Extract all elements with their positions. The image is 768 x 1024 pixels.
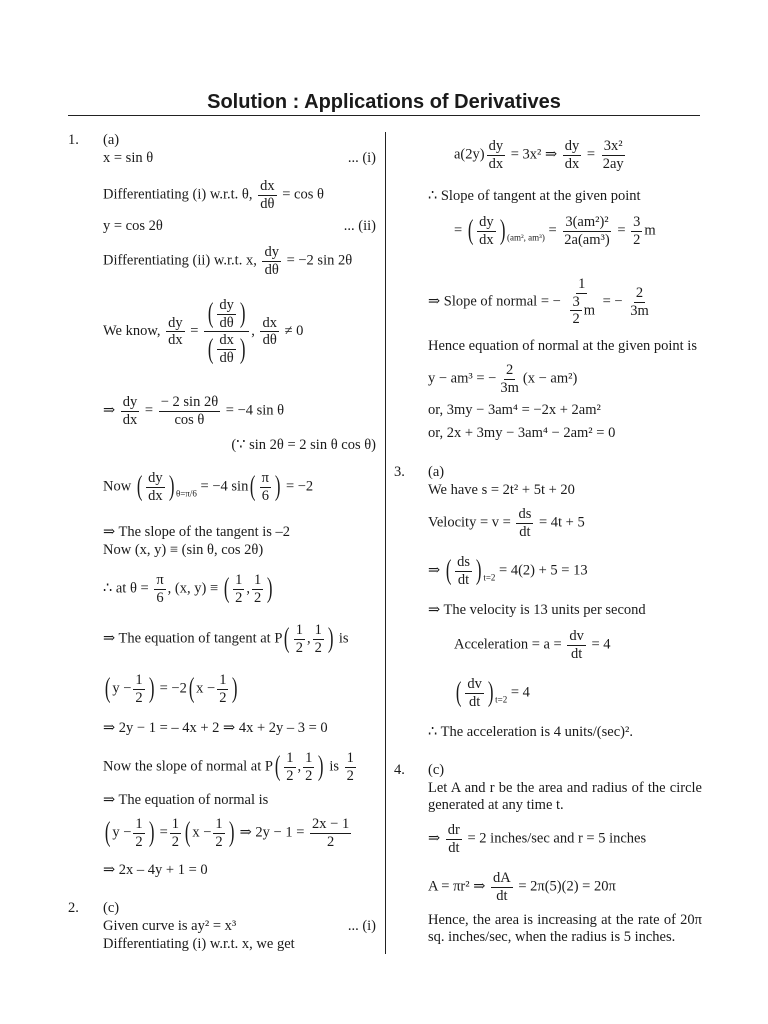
term: = 4(2) + 5 = 13: [499, 562, 588, 579]
q2-line-curve: [103, 918, 376, 935]
term: = −2: [159, 680, 187, 697]
term: =: [159, 824, 168, 841]
q1-tag-i: ... (i): [347, 150, 376, 166]
q1-line-diff-i: [103, 178, 324, 212]
q1-slope-tangent: ⇒ The slope of the tangent is –2: [103, 524, 291, 540]
q1-line-tangent-form: ( y − $\frac{1}{2}$ ) = −2( x − $\frac{1}{2}$ ): [104, 672, 238, 706]
frac-den: 2a(am³): [564, 231, 610, 248]
frac-num: 2x − 1: [312, 816, 350, 832]
q3-line-velocity: Velocity = v = $\frac{ds}{dt}$ = 4t + 5: [428, 506, 585, 540]
q1-at-text: ∴ at θ =: [103, 580, 149, 597]
q1-normal-text: Now the slope of normal at P: [103, 758, 273, 775]
q1-line-now: Now ( $\frac{dy}{dx}$ ) $_{\theta=\pi/6}$ = −4 sin( $\frac{\pi}{6}$ ) = −2: [103, 470, 314, 504]
term: m: [644, 222, 656, 239]
q4-line-drdt: ⇒ $\frac{dr}{dt}$ = 2 inches/sec and r = 5 inches: [428, 822, 647, 856]
q1-eval-sub: θ=π/6: [175, 488, 197, 499]
q2-rhs: = 3x² ⇒: [510, 146, 558, 163]
q1-diff-ii-result: = −2 sin 2θ: [286, 252, 353, 269]
q2-answer: (c): [103, 900, 120, 916]
title-rule: [68, 115, 700, 116]
frac-num: 3x²: [603, 138, 623, 154]
q1-xy: Now (x, y) ≡ (sin θ, cos 2θ): [103, 542, 264, 558]
q1-y-eq: y = cos 2θ: [103, 218, 163, 234]
q2-form-1: or, 3my − 3am⁴ = −2x + 2am²: [428, 402, 601, 418]
frac-compound: ( $\frac{dy}{d\theta}$ ) ( $\frac{dx}{d\theta}$ ): [204, 297, 249, 367]
q4-answer: (c): [428, 762, 445, 778]
q1-ratio: [159, 394, 220, 428]
term: = 4t + 5: [538, 514, 585, 531]
q2-line-slope-eval: = ( $\frac{dy}{dx}$ ) $_{(am^2, am^3)}$ = $\frac{\text{3(am²)²}}{\text{2a(am³)}}$ = $\frac{3}{2}$ m: [454, 214, 656, 248]
frac-den: dθ: [264, 261, 279, 278]
q2-form-2: or, 2x + 3my − 3am⁴ − 2am² = 0: [428, 425, 616, 441]
frac-num: dx: [260, 178, 275, 194]
q1-line-at: ∴ at θ = $\frac{\pi}{6}$ , (x, y) ≡ ( $\frac{1}{2}$ , $\frac{1}{2}$ ): [103, 572, 273, 606]
term: Velocity = v =: [428, 514, 511, 531]
q1-number: 1.: [68, 132, 79, 148]
q2-line-normal: ⇒ Slope of normal = − 1 $\frac{3}{2}$ m = − $\frac{2}{3m}$: [428, 276, 649, 328]
q1-diff-ii-text: Differentiating (ii) w.r.t. x,: [103, 252, 257, 269]
q3-velocity-text: ⇒ The velocity is 13 units per second: [428, 602, 646, 618]
q1-we-know-text: We know,: [103, 323, 161, 340]
q1-tangent-simplified: ⇒ 2y − 1 = – 4x + 2 ⇒ 4x + 2y – 3 = 0: [103, 720, 328, 736]
q4-conclusion: Hence, the area is increasing at the rate of 20π sq. inches/sec, when the radius is 5 inches.: [428, 912, 702, 946]
q1-normal-is: is: [329, 758, 340, 775]
frac-den: 2: [326, 833, 335, 850]
q2-normal-eq: = −: [602, 293, 623, 310]
q4-line-area: A = πr² ⇒ $\frac{dA}{dt}$ = 2π(5)(2) = 20π: [428, 870, 616, 904]
q3-number: 3.: [394, 464, 405, 480]
q1-now-result: = −2: [285, 478, 314, 495]
q1-now-text: Now: [103, 478, 132, 495]
term: = 4: [510, 684, 530, 701]
q2-tag-i: ... (i): [347, 918, 376, 934]
q2-line-diff: a(2y) $\frac{dy}{dx}$ = 3x² ⇒ $\frac{dy}{dx}$ = $\frac{\text{3x²}}{2ay}$: [454, 138, 624, 172]
frac-dydx-2: $\frac{dy}{dx}$: [122, 394, 138, 428]
q1-line-we-know: We know, $\frac{dy}{dx}$ = ( $\frac{dy}{d\theta}$ ) ( $\frac{dx}{d\theta}$ ) , $\frac{dx}{d\theta}$ ≠ 0: [103, 297, 304, 367]
q1-normal-simplified: ⇒ 2x – 4y + 1 = 0: [103, 862, 208, 878]
term: = 4: [591, 636, 611, 653]
q3-s: We have s = 2t² + 5t + 20: [428, 482, 575, 498]
term: Acceleration = a =: [454, 636, 562, 653]
term: ⇒ 2y − 1 =: [239, 824, 305, 841]
q1-answer: (a): [103, 132, 120, 148]
q2-hence-text: Hence equation of normal at the given point is: [428, 338, 697, 354]
term: t=2: [495, 694, 508, 705]
frac-dydx: $\frac{dy}{dx}$: [168, 314, 183, 349]
frac-num: − 2 sin 2θ: [160, 394, 219, 410]
q2-lhs: a(2y): [454, 146, 485, 163]
frac-num: dy: [264, 244, 279, 260]
term: = 2 inches/sec and r = 5 inches: [467, 830, 647, 847]
q1-dxdtheta: [258, 178, 277, 212]
q1-x-eq: x = sin θ: [103, 150, 154, 166]
q1-diff-i-result: = cos θ: [282, 186, 324, 203]
q2-line-normal-eq: y − am³ = − $\frac{2}{3m}$ (x − am²): [428, 362, 578, 396]
q3-line-acc-eval: ( $\frac{dv}{dt}$ ) $_{t=2}$ = 4: [455, 676, 530, 710]
frac-den: 2ay: [602, 155, 624, 172]
term: x −: [196, 680, 216, 697]
q2-number: 2.: [68, 900, 79, 916]
q1-line-y: [103, 218, 376, 235]
frac-den: cos θ: [174, 411, 205, 428]
term: x −: [192, 824, 212, 841]
q1-tag-ii: ... (ii): [343, 218, 376, 234]
q3-line-acceleration: Acceleration = a = $\frac{dv}{dt}$ = 4: [454, 628, 611, 662]
q1-line-normal-slope: Now the slope of normal at P( $\frac{1}{2}$ , $\frac{1}{2}$ ) is $\frac{1}{2}$: [103, 750, 354, 784]
q1-diff-i-text: Differentiating (i) w.r.t. θ,: [103, 186, 253, 203]
q1-line-normal-form: ( y − $\frac{1}{2}$ ) = $\frac{1}{2}$ ( x − $\frac{1}{2}$ ) ⇒ 2y − 1 = $\frac{2x - 1}{2}$: [104, 816, 350, 850]
q4-number: 4.: [394, 762, 405, 778]
term: y − am³ = −: [428, 370, 497, 387]
q1-identity: (∵ sin 2θ = 2 sin θ cos θ): [231, 437, 376, 453]
frac-den: dθ: [260, 195, 275, 212]
q2-slope-text: ∴ Slope of tangent at the given point: [428, 188, 641, 204]
q1-dydtheta: [262, 244, 281, 278]
q2-diff-text: Differentiating (i) w.r.t. x, we get: [103, 936, 295, 952]
column-divider: [385, 132, 386, 954]
q1-line-x: [103, 150, 376, 167]
q1-tangent-text: ⇒ The equation of tangent at P: [103, 630, 283, 647]
q1-at-xy: , (x, y) ≡: [167, 580, 219, 597]
q1-tangent-is: is: [338, 630, 349, 647]
frac-num: 3(am²)²: [565, 214, 609, 230]
q4-intro: Let A and r be the area and radius of the circle generated at any time t.: [428, 780, 702, 814]
frac-dxdtheta: $\frac{dx}{d\theta}$: [262, 314, 277, 349]
term: y −: [112, 824, 132, 841]
q1-line-diff-ii: [103, 244, 352, 278]
page-title: Solution : Applications of Derivatives: [207, 91, 561, 113]
q1-dydx-result: = −4 sin θ: [225, 402, 285, 419]
q2-curve: Given curve is ay² = x³: [103, 918, 237, 934]
term: = 2π(5)(2) = 20π: [518, 878, 616, 895]
q1-now-eq: = −4 sin: [200, 478, 249, 495]
q1-line-dydx: ⇒ $\frac{dy}{dx}$ = $\frac{- 2 \sin 2\theta}{\text{cos θ}}$ = −4 sin θ: [103, 394, 285, 428]
q3-answer: (a): [428, 464, 445, 480]
q1-normal-eq-text: ⇒ The equation of normal is: [103, 792, 269, 808]
q3-line-velocity-eval: ⇒ ( $\frac{ds}{dt}$ ) $_{t=2}$ = 4(2) + 5 = 13: [428, 554, 588, 588]
q3-acc-text: ∴ The acceleration is 4 units/(sec)².: [428, 724, 633, 740]
term: (x − am²): [522, 370, 578, 387]
q1-line-tangent-eq: ⇒ The equation of tangent at P( $\frac{1}{2}$ , $\frac{1}{2}$ ) is: [103, 622, 349, 656]
q1-nonzero: ≠ 0: [284, 323, 304, 340]
q2-eval-point: (am², am³): [506, 232, 545, 243]
q2-normal-text: ⇒ Slope of normal = −: [428, 293, 561, 310]
term: t=2: [483, 572, 496, 583]
term: A = πr² ⇒: [428, 878, 486, 895]
term: y −: [112, 680, 132, 697]
